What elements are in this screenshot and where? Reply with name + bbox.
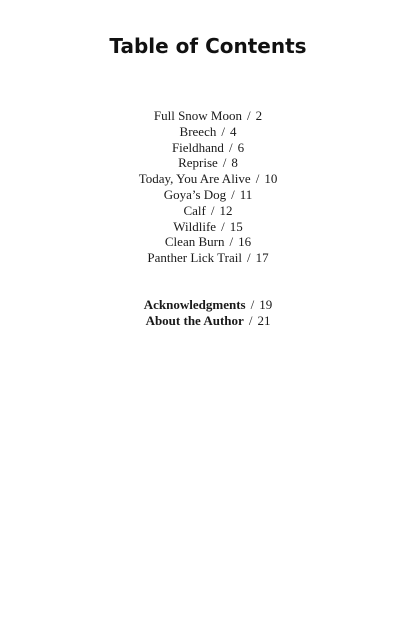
toc-entry [0,219,416,235]
toc-entry-page: 16 [238,234,252,250]
toc-entry [0,155,416,171]
back-matter-label: About the Author [145,312,244,328]
toc-entry [0,187,416,203]
toc-entry-label: Breech [179,123,217,139]
toc-entry-page: 15 [229,218,243,234]
toc-entry-page: 8 [231,155,238,171]
contents-list [0,108,416,266]
toc-entry-label: Fieldhand [171,139,224,155]
back-matter-entry [0,297,416,313]
toc-separator: / [250,297,255,312]
toc-entry-label: Calf [183,202,206,218]
toc-entry-page: 4 [229,123,237,139]
toc-separator: / [221,123,225,139]
toc-separator: / [222,155,227,171]
toc-separator: / [247,108,251,123]
back-matter-label: Acknowledgments [143,297,246,312]
toc-entry-page: 10 [264,171,278,187]
toc-entry [0,140,416,156]
toc-entry [0,234,416,250]
back-matter-entry [0,313,416,329]
toc-separator: / [255,171,260,187]
toc-separator: / [210,202,215,218]
toc-separator: / [228,139,233,155]
back-matter-list [0,297,416,329]
toc-entry-page: 11 [239,186,253,202]
toc-separator: / [221,218,225,234]
toc-entry-page: 6 [237,139,245,155]
toc-entry-label: Clean Burn [164,234,225,250]
toc-entry-label: Reprise [178,155,218,171]
toc-separator: / [231,186,235,202]
back-matter-page: 19 [259,297,273,312]
toc-entry [0,108,416,124]
toc-separator: / [246,250,251,266]
toc-separator: / [248,312,253,328]
toc-entry-label: Today, You Are Alive [138,171,251,187]
toc-entry [0,171,416,187]
toc-entry-label: Goya’s Dog [163,186,227,202]
toc-entry-label: Wildlife [173,218,217,234]
toc-entry [0,124,416,140]
toc-entry-page: 2 [255,108,263,123]
toc-entry-label: Full Snow Moon [153,108,242,123]
toc-entry [0,203,416,219]
toc-entry-label: Panther Lick Trail [147,250,242,266]
toc-entry-page: 12 [219,202,233,218]
toc-separator: / [229,234,234,250]
back-matter-page: 21 [257,312,271,328]
toc-entry [0,250,416,266]
page-title: Table of Contents [109,34,307,58]
toc-entry-page: 17 [255,250,269,266]
